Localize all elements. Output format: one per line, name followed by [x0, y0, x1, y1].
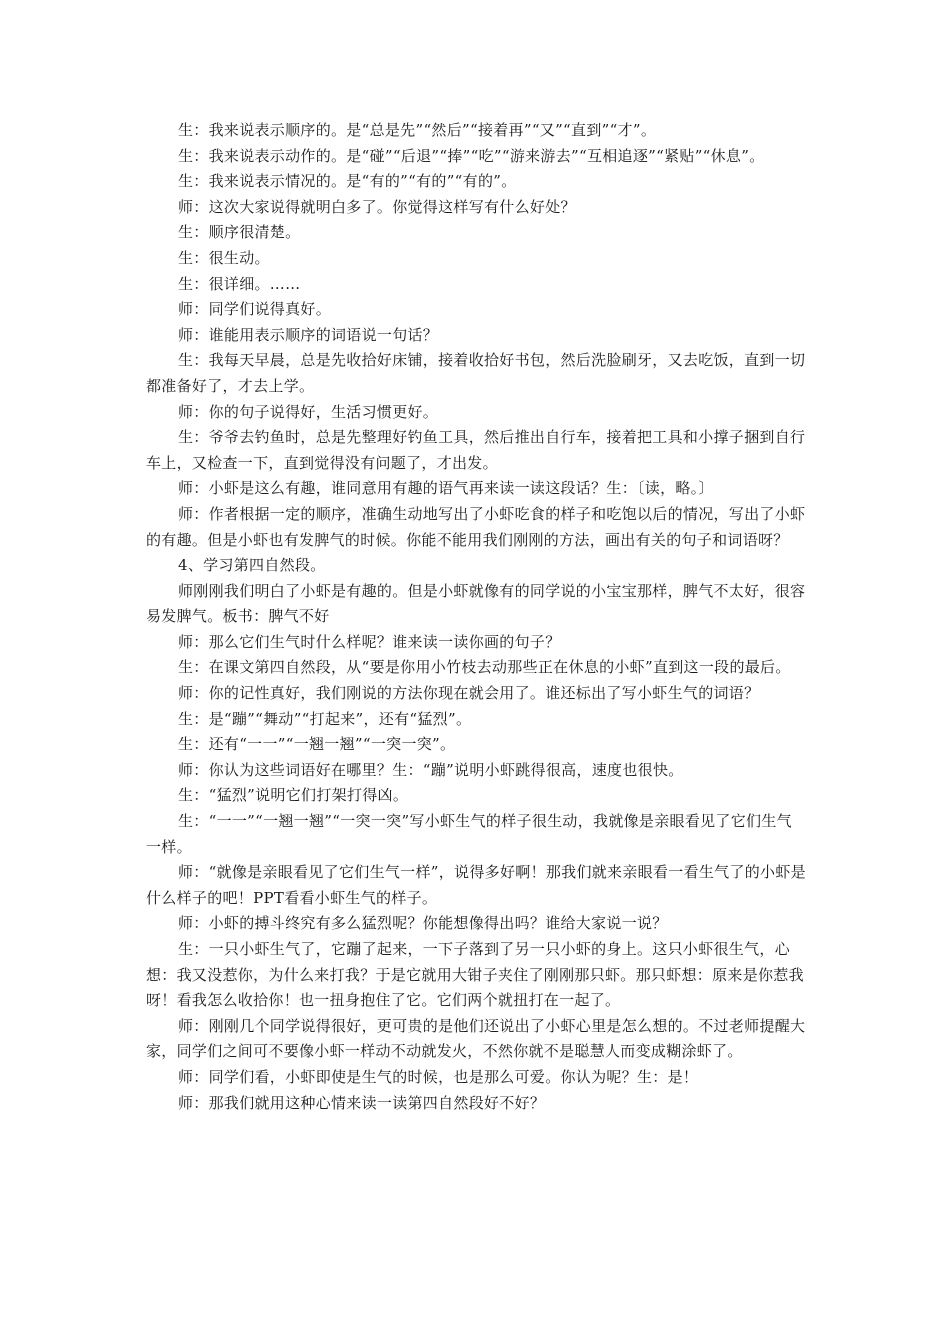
paragraph: 师：你认为这些词语好在哪里？生：“蹦”说明小虾跳得很高，速度也很快。 [178, 760, 684, 779]
paragraph: 师：小虾是这么有趣，谁同意用有趣的语气再来读一读这段话？生：〔读，略。〕 [178, 479, 714, 498]
paragraph: 师刚刚我们明白了小虾是有趣的。但是小虾就像有的同学说的小宝宝那样，脾气不太好，很容易发脾气。板书：脾气不好 [146, 581, 806, 626]
paragraph: 生：顺序很清楚。 [178, 223, 301, 242]
paragraph: 生：我每天早晨，总是先收拾好床铺，接着收拾好书包，然后洗脸刷牙，又去吃饭，直到一切都准备好了，才去上学。 [146, 351, 806, 395]
paragraph: 生：我来说表示动作的。是“碰”“后退”“捧”“吃”“游来游去”“互相追逐”“紧贴”“休息”。 [178, 146, 765, 165]
paragraph: 师：“就像是亲眼看见了它们生气一样”，说得多好啊！那我们就来亲眼看一看生气了的小虾是什么样子的吧！PPT看看小虾生气的样子。 [146, 863, 806, 907]
paragraph: 生：我来说表示情况的。是“有的”“有的”“有的”。 [178, 172, 517, 191]
paragraph: 生：我来说表示顺序的。是“总是先”“然后”“接着再”“又”“直到”“才”。 [178, 121, 657, 139]
paragraph: 师：作者根据一定的顺序，准确生动地写出了小虾吃食的样子和吃饱以后的情况，写出了小虾的有趣。但是小虾也有发脾气的时候。你能不能用我们刚刚的方法，画出有关的句子和词语呀？ [146, 504, 806, 549]
paragraph: 生：还有“一一”“一翘一翘”“一突一突”。 [178, 735, 456, 754]
paragraph: 师：谁能用表示顺序的词语说一句话？ [178, 325, 439, 344]
paragraph: 生：一只小虾生气了，它蹦了起来，一下子落到了另一只小虾的身上。这只小虾很生气，心想：我又没惹你，为什么来打我？于是它就用大钳子夹住了刚刚那只虾。那只虾想：原来是你惹我呀！看我怎么收拾你！也一扭身抱住了它。它们两个就扭打在一起了。 [146, 940, 804, 1010]
paragraph: 生：“猛烈”说明它们打架打得凶。 [178, 786, 409, 805]
section-heading: 4、学习第四自然段。 [178, 556, 326, 575]
paragraph: 师：同学们说得真好。 [178, 300, 332, 319]
paragraph: 生：很生动。 [178, 248, 270, 267]
paragraph: 生：在课文第四自然段，从“要是你用小竹枝去动那些正在休息的小虾”直到这一段的最后。 [178, 658, 791, 677]
paragraph: 师：你的记性真好，我们刚说的方法你现在就会用了。谁还标出了写小虾生气的词语？ [178, 684, 760, 703]
paragraph: 师：小虾的搏斗终究有多么猛烈呢？你能想像得出吗？谁给大家说一说？ [178, 914, 668, 933]
paragraph: 师：那么它们生气时什么样呢？谁来读一读你画的句子？ [178, 632, 561, 651]
paragraph: 生：“一一”“一翘一翘”“一突一突”写小虾生气的样子很生动，我就像是亲眼看见了它们生气一样。 [146, 812, 792, 856]
paragraph: 生：爷爷去钓鱼时，总是先整理好钓鱼工具，然后推出自行车，接着把工具和小撑子捆到自行车上，又检查一下，直到觉得没有问题了，才出发。 [146, 428, 806, 472]
paragraph: 师：你的句子说得好，生活习惯更好。 [178, 402, 439, 421]
document-body [146, 118, 806, 1116]
paragraph: 生：是“蹦”“舞动”“打起来”，还有“猛烈”。 [178, 709, 472, 728]
paragraph: 师：那我们就用这种心情来读一读第四自然段好不好？ [178, 1093, 546, 1112]
paragraph: 师：同学们看，小虾即使是生气的时候，也是那么可爱。你认为呢？生：是！ [178, 1067, 699, 1086]
paragraph: 师：刚刚几个同学说得很好，更可贵的是他们还说出了小虾心里是怎么想的。不过老师提醒大家，同学们之间可不要像小虾一样动不动就发火，不然你就不是聪慧人而变成糊涂虾了。 [146, 1016, 806, 1061]
paragraph: 生：很详细。…… [178, 274, 301, 293]
paragraph: 师：这次大家说得就明白多了。你觉得这样写有什么好处？ [178, 197, 576, 216]
